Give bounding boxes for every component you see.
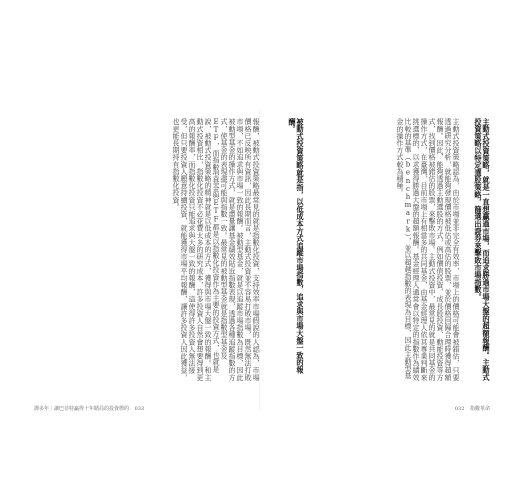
right-page xyxy=(264,118,491,412)
left-page xyxy=(34,118,260,412)
right-page-subheading: 被動式投資策略就是指，以低成本方式追蹤市場指數，追求與市場大盤一致的報酬。 xyxy=(288,118,305,374)
right-page-heading: 主動式投資策略，就是一直想贏過市場，而追求勝過市場大盤的超額報酬。主動式投資策略以特定選股策略，篩選出證券來擊敗市場指數。 xyxy=(474,118,491,381)
right-page-body: 主動式投資策略認為，由於市場並非完全有效率，市場上的價格可能會被錯估，只要透過研究分析，就能夠發現價格被低估或高估的股票，並於價格回歸合理時獲得超額報酬。因此，能夠透過主動選股的方式，例如價值投資、成長股投資、動能投資等方式，找到價格被錯估的股票，來擊敗市場。主動式投資中，最常見的就是共同基金的操作方式，在臺灣，目前市場上有相當多的共同基金，由基金經理人依其專業判斷來挑選標的，以求獲得勝過大盤的超額報酬。基金經理人通常會以特定的指數作為績效比較的基準（benchmark），並以超越指數的表現為目標，因此主動型基金的操作方式較為積極。 xyxy=(396,118,460,381)
left-page-body: 報酬，被動式投資策略最常見的就是指數化投資，支持效率市場假說的人認為，市場價格已反映所有資訊，因此長期而言，主動式投資並不容易打敗市場，既然無法打敗市場，不如追求與市場一致的報酬。被動型基金，就是以追蹤市場指數為目標，因此被動型基金的操作方式，就是盡量讓基金績效貼近指數表現，透過各種追蹤指數的方式，使基金的表現盡可能與指數一致。最常見的被動型基金就是指數型基金及ETF，而指數型基金與ETF都是以指數化投資作為主要的投資方式，也就是說，被動式投資策略的精神就是以低成本的方式，獲得與市場大盤一致的報酬。和主動式投資相比，指數化投資不必花費太多的研究成本，許多投資人自然會想要得到更高的報酬率，而指數化投資只能追求與大盤一致的報酬，這使得許多投資人無法接受，但只要投資人願意持續投資，就能獲得市場平均報酬，讓許多投資人因此獲益，也更能長期持有指數化投資。 xyxy=(172,118,260,381)
right-page-footer xyxy=(455,405,490,412)
left-page-number: 033 xyxy=(134,406,145,412)
right-footer-title: 指數革命 xyxy=(469,406,490,412)
left-footer-title: 譚多年｜讓巴菲特贏得十年賭局的投資標的 xyxy=(34,406,130,412)
left-page-footer xyxy=(34,405,144,412)
right-page-number: 032 xyxy=(454,406,465,412)
